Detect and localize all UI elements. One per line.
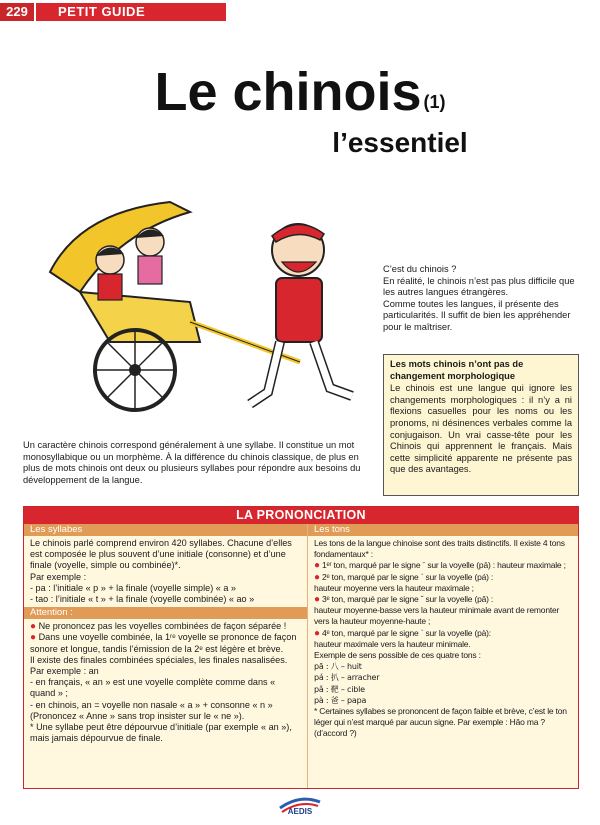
svg-text:AEDIS: AEDIS — [287, 807, 313, 816]
syllables-heading: Les syllabes — [24, 524, 307, 536]
tone-text: 3ᵉ ton, marqué par le signe ˇ sur la voyelle (pǎ) : — [322, 594, 494, 605]
syllables-column — [24, 524, 307, 788]
syllable-intro: Un caractère chinois correspond généralement à une syllabe. Il constitue un mot monosyllabique ou un morphème. À la différence du chinois classique, de plus en plus de mots chinois ont deux ou plusieurs syllabes pour répondre aux besoins du développement de la langue. — [23, 440, 361, 485]
attention-heading: Attention : — [24, 607, 307, 619]
morphology-box — [383, 354, 579, 496]
tones-text — [308, 536, 578, 740]
intro-paragraph: Comme toutes les langues, il présente des particularités. Il suffit de bien les appréhender pour le maîtriser. — [383, 298, 571, 332]
rickshaw-illustration — [40, 192, 380, 430]
tone-description: hauteur moyenne-basse vers la hauteur minimale avant de remonter vers la hauteur moyenne-haute ; — [314, 605, 560, 627]
attention-bullet — [30, 632, 301, 654]
pronunciation-heading: LA PRONONCIATION — [24, 507, 578, 524]
example-line: - en chinois, an = voyelle non nasale « a » + consonne « n » — [30, 699, 273, 710]
example-line: - tao : l’initiale « t » + la finale (voyelle combinée) « ao » — [30, 594, 255, 605]
tone-example: pǎ : 靶 – cible — [314, 684, 365, 694]
tone-example: pà : 爸 – papa — [314, 695, 367, 705]
bullet-icon: ● — [30, 632, 37, 644]
title-main: Le chinois — [154, 62, 422, 122]
example-line: (Prononcez « Anne » sans trop insister sur le « ne »). — [30, 710, 245, 721]
bullet-icon: ● — [314, 627, 320, 639]
bullet-icon: ● — [30, 621, 37, 633]
attention-text — [24, 619, 307, 744]
bullet-icon: ● — [314, 571, 320, 583]
tones-paragraph: Les tons de la langue chinoise sont des traits distinctifs. Il existe 4 tons fondamentaux* : — [314, 538, 565, 560]
bullet-icon: ● — [314, 560, 320, 572]
bullet-icon: ● — [314, 594, 320, 606]
example-label: Par exemple : an — [30, 666, 99, 677]
intro-question: C’est du chinois ? — [383, 264, 457, 274]
example-label: Par exemple : — [30, 571, 87, 582]
intro-paragraph: En réalité, le chinois n’est pas plus difficile que les autres langues étrangères. — [383, 275, 575, 298]
tone-item — [314, 572, 572, 583]
intro-text — [383, 264, 579, 334]
guide-number-badge: 229 — [0, 3, 34, 21]
series-label: PETIT GUIDE — [36, 3, 226, 21]
footnote: * Certaines syllabes se prononcent de façon faible et brève, c’est le ton léger qui n’est marqué par aucun signe. Par exemple : Hǎo ma ? (d’accord ?) — [314, 706, 567, 739]
attention-bullet — [30, 621, 301, 632]
aedis-logo — [276, 792, 324, 816]
example-line: - pa : l’initiale « p » + la finale (voyelle simple) « a » — [30, 582, 236, 593]
bullet-text: Ne prononcez pas les voyelles combinées de façon séparée ! — [38, 621, 287, 632]
attention-paragraph: Il existe des finales combinées spéciales, les finales nasalisées. — [30, 654, 288, 665]
morphology-body: Le chinois est une langue qui ignore les changements morphologiques : il n’y a ni flexions casuelles pour les noms ou les pronoms, ni désinences verbales comme la conjugaison. Un vrai casse-tête pour les Chinois qui apprennent le français. Mais cette simplicité apparente ne présente pas que des avantages. — [390, 383, 572, 475]
tone-description: hauteur maximale vers la hauteur minimale. — [314, 638, 471, 649]
bullet-text: Dans une voyelle combinée, la 1ʳᵉ voyelle se prononce de façon sonore et longue, tandis l’émission de la 2ᵉ est légère et brève. — [30, 632, 297, 654]
title-footnote: (1) — [423, 92, 446, 112]
morphology-heading: Les mots chinois n’ont pas de changement morphologique — [390, 359, 524, 381]
page-title — [0, 62, 600, 132]
pronunciation-section — [23, 506, 579, 789]
tone-text: 4ᵉ ton, marqué par le signe ˋ sur la voyelle (pà): — [322, 627, 491, 638]
tone-item — [314, 560, 572, 571]
tone-description: hauteur moyenne vers la hauteur maximale ; — [314, 582, 474, 593]
tone-text: 2ᵉ ton, marqué par le signe ˊ sur la voyelle (pá) : — [322, 571, 494, 582]
tone-item — [314, 594, 572, 605]
top-bar — [0, 0, 600, 24]
tone-example: pā : 八 – huit — [314, 662, 362, 672]
footnote: * Une syllabe peut être dépourvue d’initiale (par exemple « an »), mais jamais dépourvue de finale. — [30, 722, 292, 744]
tone-example: pá : 扒 – arracher — [314, 673, 380, 683]
syllables-paragraph: Le chinois parlé comprend environ 420 syllabes. Chacune d’elles est composée le plus souvent d’une initiale (consonne) et d’une finale (voyelle, simple ou combinée)*. — [30, 538, 292, 571]
tones-heading: Les tons — [308, 524, 578, 536]
page-subtitle: l’essentiel — [332, 127, 468, 158]
tone-item — [314, 628, 572, 639]
tone-text: 1ᵉʳ ton, marqué par le signe ˉ sur la voyelle (pā) : hauteur maximale ; — [322, 560, 566, 571]
syllables-text — [24, 536, 307, 605]
example-line: - en français, « an » est une voyelle complète comme dans « quand » ; — [30, 677, 276, 699]
example-label: Exemple de sens possible de ces quatre tons : — [314, 650, 481, 661]
tones-column — [308, 524, 578, 788]
